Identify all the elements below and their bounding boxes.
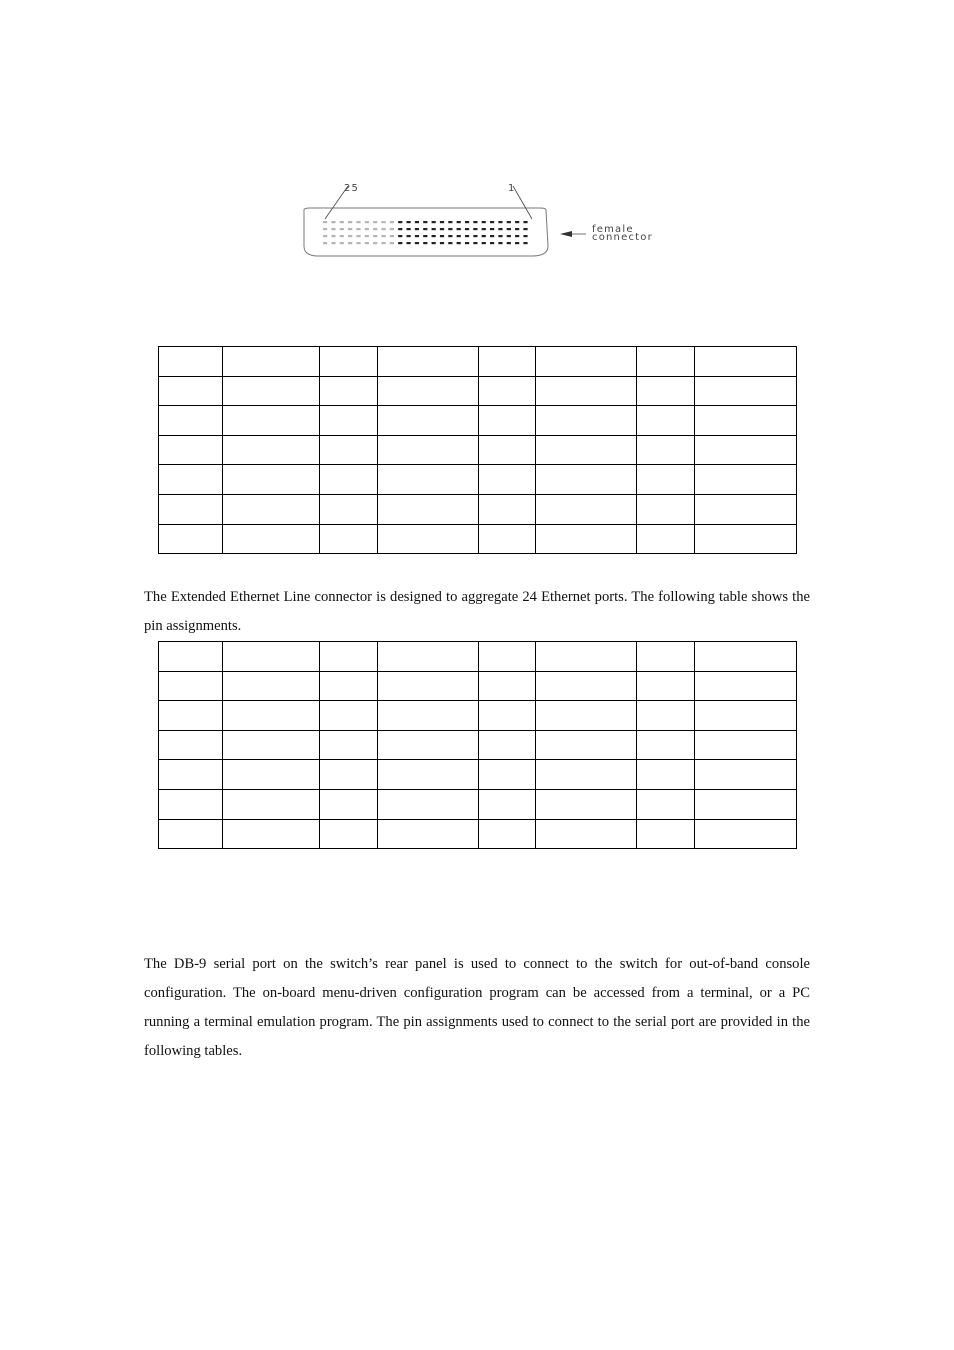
table-cell [159,347,223,377]
connector-pin [365,221,369,223]
table-cell [223,376,320,406]
connector-pin [457,221,461,223]
table-cell [223,435,320,465]
table-cell [159,494,223,524]
connector-pin [365,242,369,244]
table-cell [159,642,223,672]
connector-pin [457,228,461,230]
connector-pin [348,228,352,230]
connector-pin [323,228,327,230]
table-cell [637,406,695,436]
connector-pin [331,221,335,223]
table-cell [159,701,223,731]
connector-pin [498,235,502,237]
table-cell [479,642,536,672]
connector-pin [507,242,511,244]
pin-assignment-table-2 [158,641,797,849]
connector-pin [390,242,394,244]
table-row [159,730,797,760]
table-cell [223,347,320,377]
connector-pin [440,242,444,244]
connector-pin [348,221,352,223]
table-cell [320,642,378,672]
table-cell [695,347,797,377]
table-row [159,701,797,731]
table-cell [695,819,797,849]
table-cell [159,376,223,406]
connector-pin [440,228,444,230]
connector-pin [448,228,452,230]
connector-pin [415,228,419,230]
table-cell [223,406,320,436]
table-cell [536,789,637,819]
connector-pin [523,235,527,237]
table-cell [695,435,797,465]
table-cell [378,701,479,731]
table-cell [378,376,479,406]
table-cell [536,701,637,731]
table-cell [320,376,378,406]
connector-pin [373,228,377,230]
connector-pin [381,221,385,223]
connector-pin [331,235,335,237]
table-cell [536,406,637,436]
connector-pin [340,235,344,237]
female-connector-drawing [296,176,656,262]
connector-pin [523,221,527,223]
table-row [159,524,797,554]
connector-pin [432,221,436,223]
table-cell [378,642,479,672]
table-cell [159,730,223,760]
table-cell [637,789,695,819]
table-cell [378,819,479,849]
connector-pin [490,228,494,230]
connector-pin [356,242,360,244]
table-cell [637,760,695,790]
table-cell [536,494,637,524]
table-cell [637,819,695,849]
connector-pin [356,228,360,230]
table-cell [637,435,695,465]
connector-pin [448,235,452,237]
table-cell [223,671,320,701]
table-cell [536,760,637,790]
connector-pin [515,235,519,237]
table-row [159,347,797,377]
connector-pin [381,228,385,230]
table-cell [320,406,378,436]
table-cell [637,376,695,406]
connector-pin [523,242,527,244]
connector-pin [415,221,419,223]
table-cell [320,347,378,377]
connector-label-female: female [592,224,634,235]
connector-pin [432,242,436,244]
connector-pin [398,235,402,237]
connector-pin [323,235,327,237]
table-cell [695,376,797,406]
table-cell [223,819,320,849]
table-cell [320,730,378,760]
connector-pin [423,221,427,223]
table-cell [378,671,479,701]
table-cell [479,701,536,731]
table-cell [695,465,797,495]
connector-pin [381,235,385,237]
table-cell [479,494,536,524]
table-cell [479,671,536,701]
connector-shell [304,208,548,256]
connector-pin [415,235,419,237]
connector-pin [373,235,377,237]
table-cell [695,671,797,701]
table-cell [159,465,223,495]
table-cell [536,347,637,377]
table-cell [479,789,536,819]
connector-pin [465,221,469,223]
table-cell [536,376,637,406]
table-row [159,819,797,849]
connector-pin [390,235,394,237]
table-cell [159,789,223,819]
table-cell [479,435,536,465]
connector-pin [490,221,494,223]
connector-pin [482,228,486,230]
pin-1-label: 1 [508,183,516,194]
table-cell [536,642,637,672]
table-cell [320,671,378,701]
connector-pin [432,235,436,237]
table-cell [159,760,223,790]
table-cell [223,494,320,524]
connector-pin [398,221,402,223]
connector-pin [407,228,411,230]
table-cell [223,642,320,672]
table-cell [479,347,536,377]
table-cell [695,524,797,554]
table-cell [637,465,695,495]
table-cell [223,524,320,554]
connector-pin [390,228,394,230]
table-cell [536,435,637,465]
connector-pin [515,242,519,244]
connector-pin [423,242,427,244]
table-cell [378,494,479,524]
table-cell [479,819,536,849]
connector-pin [323,221,327,223]
table-cell [695,789,797,819]
connector-pin [507,235,511,237]
connector-arrow-head [560,231,572,237]
table-cell [479,406,536,436]
table-cell [159,435,223,465]
connector-pin [507,228,511,230]
table-row [159,671,797,701]
connector-pin [390,221,394,223]
connector-pin [407,242,411,244]
table-cell [695,730,797,760]
table-cell [320,701,378,731]
connector-pin [498,221,502,223]
table-cell [159,524,223,554]
table-cell [378,789,479,819]
connector-pin [498,242,502,244]
connector-pin [432,228,436,230]
connector-pin [448,221,452,223]
connector-pin [457,242,461,244]
table-cell [320,435,378,465]
table-cell [695,701,797,731]
connector-pin [323,242,327,244]
table-cell [223,760,320,790]
connector-pin [381,242,385,244]
table-cell [223,789,320,819]
table-cell [536,524,637,554]
table-cell [695,642,797,672]
table-cell [536,671,637,701]
connector-pin [482,242,486,244]
connector-pin [373,242,377,244]
table-cell [378,730,479,760]
connector-pin [331,242,335,244]
table-row [159,642,797,672]
table-cell [378,760,479,790]
table-1-body [159,347,797,554]
connector-pin [473,235,477,237]
connector-label-connector: connector [592,232,653,243]
connector-pin [498,228,502,230]
connector-pin [373,221,377,223]
connector-pin [331,228,335,230]
extended-ethernet-paragraph: The Extended Ethernet Line connector is designed to aggregate 24 Ethernet ports. The following table shows the pin assignments. [144,589,810,634]
table-cell [637,494,695,524]
table-cell [479,760,536,790]
connector-pin [490,242,494,244]
connector-pin [507,221,511,223]
connector-pin [482,221,486,223]
pin-25-label: 25 [344,183,360,194]
table-cell [378,406,479,436]
table-cell [695,406,797,436]
connector-pin [515,221,519,223]
connector-pin [340,242,344,244]
table-cell [378,465,479,495]
table-cell [320,789,378,819]
table-cell [320,524,378,554]
table-cell [159,406,223,436]
connector-pin [415,242,419,244]
table-row [159,465,797,495]
connector-pin [440,221,444,223]
table-cell [320,494,378,524]
connector-pin [482,235,486,237]
connector-pin [473,228,477,230]
table-cell [223,730,320,760]
table-cell [378,347,479,377]
connector-pin [407,235,411,237]
table-cell [536,819,637,849]
table-cell [695,760,797,790]
table-2-body [159,642,797,849]
connector-pin [348,242,352,244]
connector-pin [398,242,402,244]
table-cell [479,465,536,495]
table-row [159,494,797,524]
connector-pin [490,235,494,237]
connector-pin [523,228,527,230]
table-row [159,406,797,436]
table-row [159,760,797,790]
table-cell [536,730,637,760]
table-cell [479,376,536,406]
table-cell [637,642,695,672]
connector-pin [465,235,469,237]
pin-grid [323,221,528,244]
table-cell [223,701,320,731]
connector-pin [440,235,444,237]
table-cell [479,730,536,760]
table-cell [159,819,223,849]
table-cell [378,524,479,554]
table-cell [378,435,479,465]
table-row [159,435,797,465]
connector-pin [457,235,461,237]
table-cell [637,671,695,701]
table-cell [536,465,637,495]
connector-pin [348,235,352,237]
connector-pin [423,235,427,237]
table-cell [479,524,536,554]
table-cell [637,524,695,554]
db9-serial-port-paragraph: The DB-9 serial port on the switch’s rear panel is used to connect to the switch for out-of-band console configuration. The on-board menu-driven configuration program can be accessed from a terminal, or a PC running a terminal emulation program. The pin assignments used to connect to the serial port are provided in the following tables. [144,956,810,1059]
connector-pin [398,228,402,230]
pin-assignment-table-1 [158,346,797,554]
table-cell [637,701,695,731]
connector-pin [340,228,344,230]
table-cell [159,671,223,701]
table-cell [695,494,797,524]
table-row [159,376,797,406]
connector-pin [365,228,369,230]
table-cell [320,819,378,849]
connector-pin [515,228,519,230]
connector-diagram [296,176,656,262]
connector-pin [473,242,477,244]
connector-pin [356,235,360,237]
connector-pin [365,235,369,237]
connector-pin [407,221,411,223]
table-cell [637,347,695,377]
connector-pin [465,228,469,230]
table-row [159,789,797,819]
table-cell [320,760,378,790]
connector-pin [448,242,452,244]
connector-pin [423,228,427,230]
connector-pin [356,221,360,223]
table-cell [320,465,378,495]
table-cell [637,730,695,760]
table-cell [223,465,320,495]
connector-pin [465,242,469,244]
pin-1-pointer [513,186,532,219]
connector-pin [473,221,477,223]
connector-pin [340,221,344,223]
